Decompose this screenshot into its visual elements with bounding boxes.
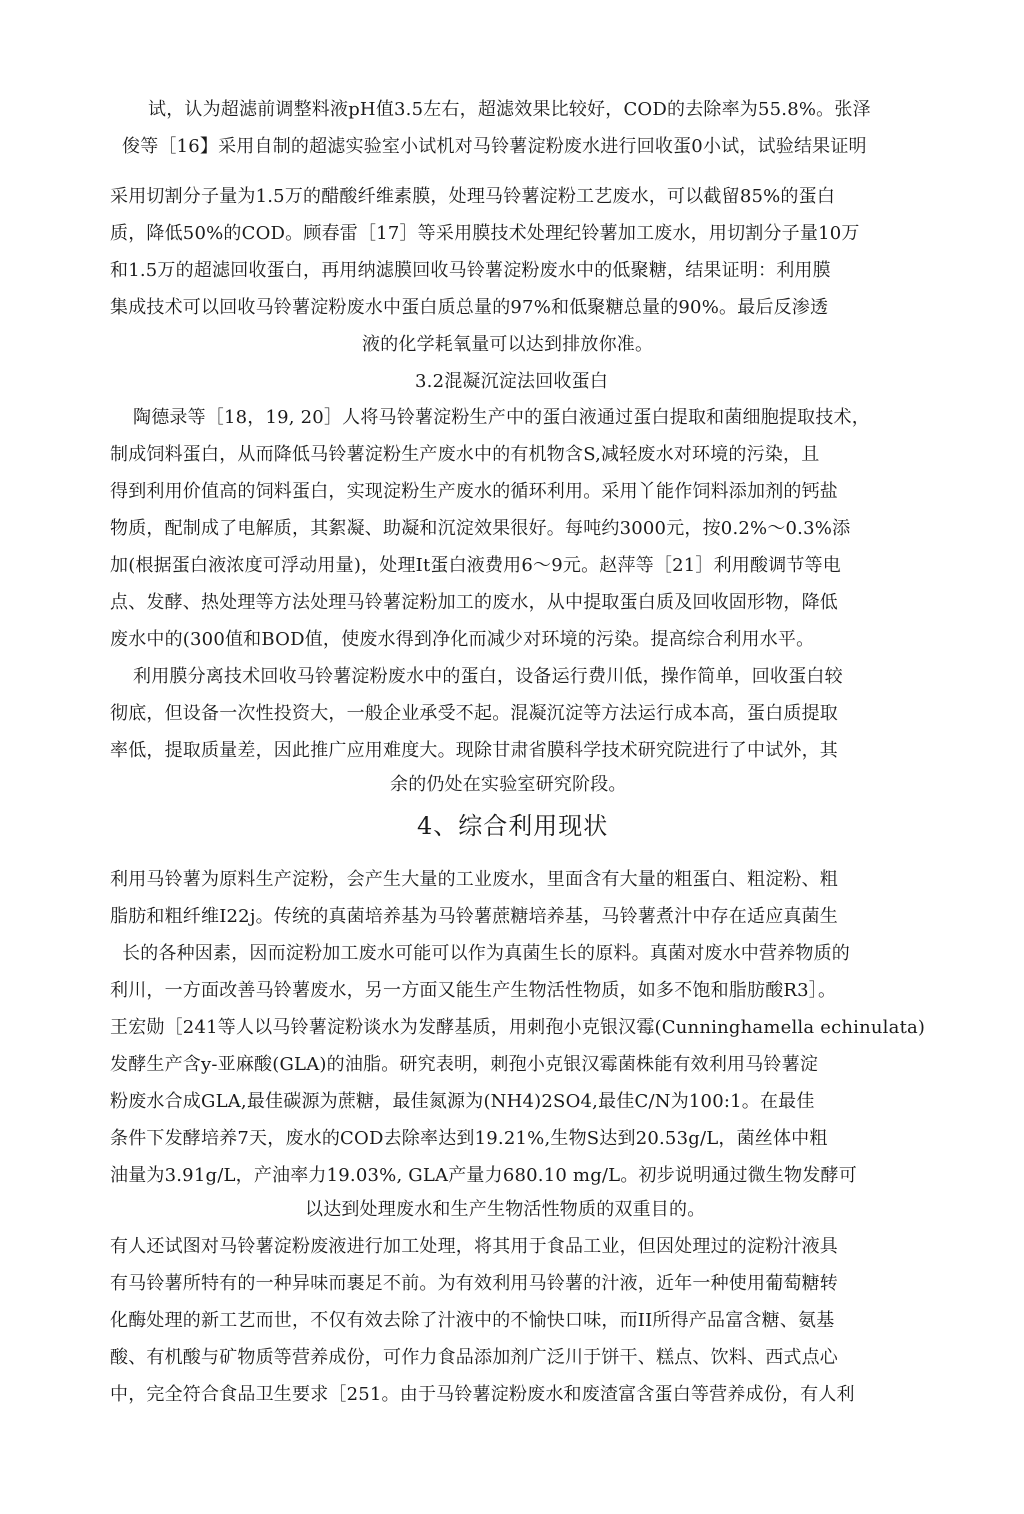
text-line: 得到利用价值高的饲料蛋白，实现淀粉生产废水的循环利用。采用丫能作饲料添加剂的钙盐 [110,481,838,502]
text-line: 化酶处理的新工艺而世，不仅有效去除了汁液中的不愉快口味，而II所得产品富含糖、氨基 [110,1310,835,1331]
text-line: 和1.5万的超滤回收蛋白，再用纳滤膜回收马铃薯淀粉废水中的低聚糖，结果证明：利用膜 [110,260,831,281]
text-line: 余的仍处在实验室研究阶段。 [390,774,627,795]
text-line: 液的化学耗氧量可以达到排放你准。 [362,334,654,355]
text-line: 条件下发酵培养7天，废水的COD去除率达到19.21%,生物S达到20.53g/L，菌丝体中粗 [110,1128,828,1149]
text-line: 加(根据蛋白液浓度可浮动用量)，处理It蛋白液费用6～9元。赵萍等［21］利用酸调节等电 [110,555,841,576]
text-line: 王宏勋［241等人以马铃薯淀粉谈水为发酵基质，用刺孢小克银汉霉(Cunninghamella echinulata) [110,1017,926,1038]
section-title: 3.2混凝沉淀法回收蛋白 [415,371,609,392]
text-line: 陶德录等［18，19, 20］人将马铃薯淀粉生产中的蛋白液通过蛋白提取和菌细胞提取技术， [133,407,870,428]
text-line: 彻底，但设备一次性投资大，一般企业承受不起。混凝沉淀等方法运行成本高，蛋白质提取 [110,703,838,724]
text-line: 以达到处理废水和生产生物活性物质的双重目的。 [305,1199,706,1220]
text-line: 酸、有机酸与矿物质等营养成份，可作力食品添加剂广泛川于饼干、糕点、饮料、西式点心 [110,1347,838,1368]
text-line: 有马铃薯所特有的一种异味而裹足不前。为有效利用马铃薯的汁液，近年一种使用葡萄糖转 [110,1273,838,1294]
text-line: 油量为3.91g/L，产油率力19.03%, GLA产量力680.10 mg/L。初步说明通过微生物发酵可 [110,1165,857,1186]
text-line: 率低，提取质量差，因此推广应用难度大。现除甘肃省膜科学技术研究院进行了中试外，其 [110,740,838,761]
text-line: 有人还试图对马铃薯淀粉废液进行加工处理，将其用于食品工业，但因处理过的淀粉汁液具 [110,1236,838,1257]
text-line: 试，认为超滤前调整料液pH值3.5左右，超滤效果比较好，COD的去除率为55.8%。张泽 [148,99,871,120]
text-line: 废水中的(300值和BOD值，使废水得到净化而减少对环境的污染。提高综合利用水平。 [110,629,815,650]
text-line: 脂肪和粗纤维I22j。传统的真菌培养基为马铃薯蔗糖培养基，马铃薯煮汁中存在适应真菌生 [110,906,838,927]
text-line: 物质，配制成了电解质，其絮凝、助凝和沉淀效果很好。每吨约3000元，按0.2%～0.3%添 [110,518,851,539]
text-line: 制成饲料蛋白，从而降低马铃薯淀粉生产废水中的有机物含S,减轻废水对环境的污染，且 [110,444,820,465]
text-line: 俊等［16】采用自制的超滤实验室小试机对马铃薯淀粉废水进行回收蛋0小试，试验结果证明 [122,136,867,157]
text-line: 粉废水合成GLA,最佳碳源为蔗糖，最佳氮源为(NH4)2SO4,最佳C/N为100:1。在最佳 [110,1091,815,1112]
text-line: 利用马铃薯为原料生产淀粉，会产生大量的工业废水，里面含有大量的粗蛋白、粗淀粉、粗 [110,869,838,890]
text-line: 点、发酵、热处理等方法处理马铃薯淀粉加工的废水，从中提取蛋白质及回收固形物，降低 [110,592,838,613]
text-line: 质，降低50%的COD。顾春雷［17］等采用膜技术处理纪铃薯加工废水，用切割分子量10万 [110,223,860,244]
text-line: 集成技术可以回收马铃薯淀粉废水中蛋白质总量的97%和低聚糖总量的90%。最后反渗透 [110,297,829,318]
section-heading: 4、综合利用现状 [417,812,609,840]
text-line: 利川，一方面改善马铃薯废水，另一方面又能生产生物活性物质，如多不饱和脂肪酸R3］。 [110,980,837,1001]
text-line: 中，完全符合食品卫生要求［251。由于马铃薯淀粉废水和废渣富含蛋白等营养成份，有人利 [110,1384,855,1405]
text-line: 利用膜分离技术回收马铃薯淀粉废水中的蛋白，设备运行费川低，操作简单，回收蛋白较 [133,666,843,687]
text-line: 采用切割分子量为1.5万的醋酸纤维素膜，处理马铃薯淀粉工艺废水，可以截留85%的蛋白 [110,186,836,207]
text-line: 长的各种因素，因而淀粉加工废水可能可以作为真菌生长的原料。真菌对废水中营养物质的 [122,943,850,964]
text-line: 发酵生产含y-亚麻酸(GLA)的油脂。研究表明，刺孢小克银汉霉菌株能有效利用马铃薯淀 [110,1054,819,1075]
